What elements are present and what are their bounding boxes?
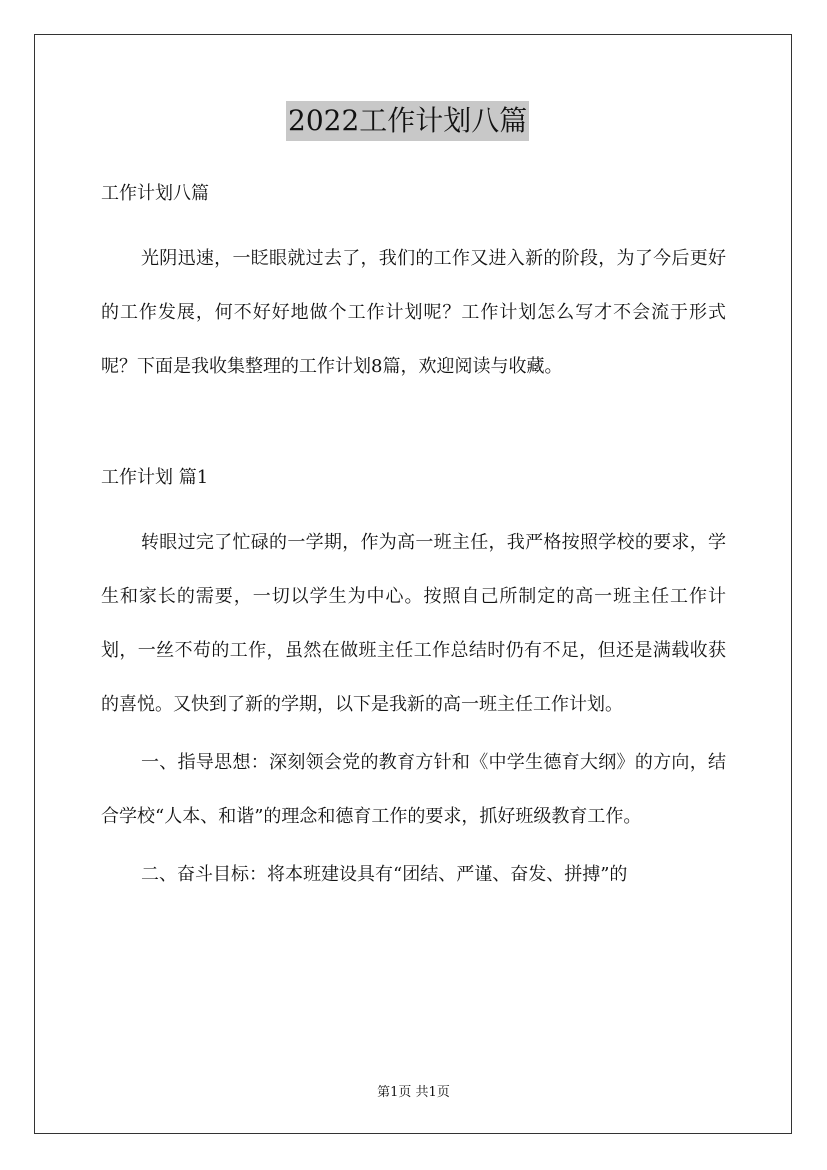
document-title: 2022工作计划八篇 <box>286 101 529 141</box>
intro-paragraph: 光阴迅速，一眨眼就过去了，我们的工作又进入新的阶段，为了今后更好的工作发展，何不好好地做个工作计划呢？工作计划怎么写才不会流于形式呢？下面是我收集整理的工作计划8篇，欢迎阅读与收藏。 <box>101 248 726 377</box>
document-body <box>101 178 726 902</box>
body-paragraph: 转眼过完了忙碌的一学期，作为高一班主任，我严格按照学校的要求，学生和家长的需要，一切以学生为中心。按照自己所制定的高一班主任工作计划，一丝不苟的工作，虽然在做班主任工作总结时仍有不足，但还是满载收获的喜悦。又快到了新的学期，以下是我新的高一班主任工作计划。 <box>101 532 726 715</box>
page-footer: 第1页 共1页 <box>377 1085 450 1100</box>
subtitle: 工作计划八篇 <box>101 183 209 204</box>
body-paragraph: 二、奋斗目标：将本班建设具有“团结、严谨、奋发、拼搏”的 <box>141 864 628 885</box>
section-heading: 工作计划 篇1 <box>101 467 209 488</box>
body-paragraph: 一、指导思想：深刻领会党的教育方针和《中学生德育大纲》的方向，结合学校“人本、和谐”的理念和德育工作的要求，抓好班级教育工作。 <box>101 752 726 827</box>
